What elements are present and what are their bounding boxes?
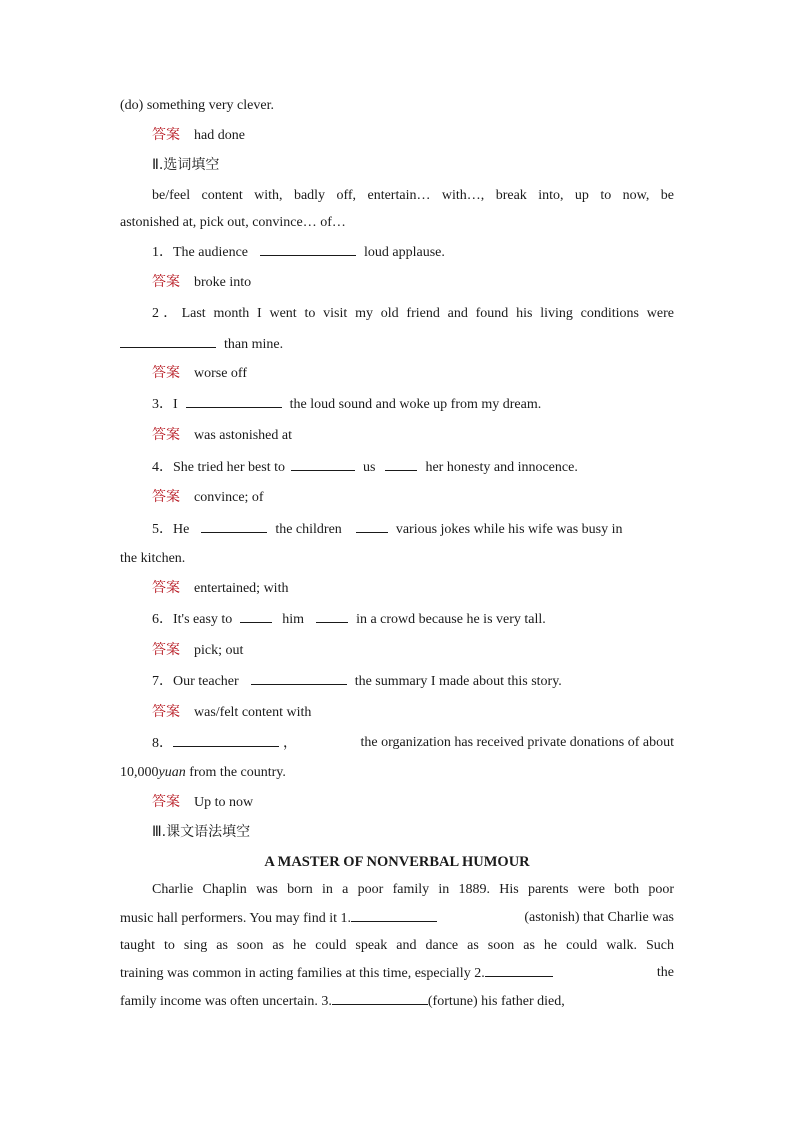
passage-line xyxy=(120,964,674,983)
answer-label: 答案 xyxy=(152,580,180,596)
question-5-cont: the kitchen. xyxy=(120,551,186,566)
answer-text: had done xyxy=(194,128,245,143)
answer-line xyxy=(152,703,311,722)
answer-line xyxy=(152,426,292,445)
question-7 xyxy=(152,672,562,691)
answer-label: 答案 xyxy=(152,794,180,810)
question-text: the summary I made about this story. xyxy=(354,674,562,689)
question-text: 8． xyxy=(152,736,173,751)
fill-blank xyxy=(251,672,347,685)
passage-text: (fortune) his father died, xyxy=(427,994,565,1009)
fill-blank xyxy=(385,458,417,471)
answer-line xyxy=(152,641,243,660)
answer-label: 答案 xyxy=(152,489,180,505)
answer-text: was/felt content with xyxy=(194,705,312,720)
question-text: than mine. xyxy=(224,337,284,352)
question-text: the organization has received private donations of about xyxy=(360,735,674,750)
question-4 xyxy=(152,458,578,477)
question-text: the loud sound and woke up from my dream. xyxy=(289,397,542,412)
answer-line xyxy=(152,793,253,812)
answer-label: 答案 xyxy=(152,127,180,143)
answer-line xyxy=(152,579,288,598)
question-8 xyxy=(152,734,674,753)
passage-line: taught to sing as soon as he could speak and dance as soon as he could walk. Such xyxy=(120,938,674,953)
passage-line: Charlie Chaplin was born in a poor family in 1889. His parents were both poor xyxy=(152,882,674,897)
answer-text: entertained; with xyxy=(194,581,289,596)
fill-blank xyxy=(291,458,355,471)
question-3 xyxy=(152,395,541,414)
passage-line xyxy=(120,909,674,928)
question-text: from the country. xyxy=(189,765,286,780)
fill-blank xyxy=(186,395,282,408)
passage-text: the xyxy=(656,965,674,980)
question-text: various jokes while his wife was busy in xyxy=(395,522,623,537)
fill-blank xyxy=(316,610,348,623)
question-text: us xyxy=(362,460,376,475)
answer-label: 答案 xyxy=(152,365,180,381)
fill-blank xyxy=(351,909,437,922)
answer-text: pick; out xyxy=(194,643,244,658)
question-text: in a crowd because he is very tall. xyxy=(356,612,546,627)
text-line: (do) something very clever. xyxy=(120,98,274,113)
number-text: 10,000 xyxy=(120,765,159,780)
question-text: 6．It's easy to xyxy=(152,612,233,627)
question-text: him xyxy=(282,612,305,627)
question-text: 7．Our teacher xyxy=(152,674,239,689)
question-text: ， xyxy=(283,736,297,751)
answer-text: Up to now xyxy=(194,795,254,810)
answer-label: 答案 xyxy=(152,274,180,290)
answer-line xyxy=(152,126,245,145)
answer-line xyxy=(152,364,247,383)
question-6 xyxy=(152,610,546,629)
fill-blank xyxy=(332,992,428,1005)
passage-text: music hall performers. You may find it 1. xyxy=(120,911,351,926)
fill-blank xyxy=(120,335,216,348)
question-text: the children xyxy=(275,522,342,537)
fill-blank xyxy=(485,964,553,977)
question-5 xyxy=(152,520,674,539)
fill-blank xyxy=(173,734,279,747)
passage-title: A MASTER OF NONVERBAL HUMOUR xyxy=(264,854,530,870)
answer-text: worse off xyxy=(194,366,248,381)
question-text: 5．He xyxy=(152,522,190,537)
question-text: 4．She tried her best to xyxy=(152,460,285,475)
fill-blank xyxy=(240,610,272,623)
section-heading: Ⅱ.选词填空 xyxy=(152,157,220,173)
question-2-cont xyxy=(120,335,283,354)
passage-line xyxy=(120,992,565,1011)
answer-text: broke into xyxy=(194,275,252,290)
passage-text: family income was often uncertain. 3. xyxy=(120,994,332,1009)
fill-blank xyxy=(356,520,388,533)
word-bank-line: astonished at, pick out, convince… of… xyxy=(120,215,346,230)
question-text: loud applause. xyxy=(364,245,445,260)
answer-label: 答案 xyxy=(152,704,180,720)
fill-blank xyxy=(260,243,356,256)
question-text: her honesty and innocence. xyxy=(425,460,578,475)
question-1 xyxy=(152,243,445,262)
passage-text: training was common in acting families at this time, especially 2. xyxy=(120,966,485,981)
question-8-cont xyxy=(120,764,286,782)
answer-line xyxy=(152,273,251,292)
answer-label: 答案 xyxy=(152,427,180,443)
answer-text: convince; of xyxy=(194,490,264,505)
answer-line xyxy=(152,488,264,507)
fill-blank xyxy=(201,520,267,533)
answer-text: was astonished at xyxy=(194,428,292,443)
answer-label: 答案 xyxy=(152,642,180,658)
question-2: 2．Last month I went to visit my old friend and found his living conditions were xyxy=(152,306,674,321)
word-bank-line: be/feel content with, badly off, entertain… with…, break into, up to now, be xyxy=(152,188,674,203)
question-text: 1．The audience xyxy=(152,245,249,260)
section-heading: Ⅲ.课文语法填空 xyxy=(152,824,251,840)
question-text: 3．I xyxy=(152,397,178,412)
currency-text: yuan xyxy=(158,765,186,780)
passage-text: (astonish) that Charlie was xyxy=(524,910,674,925)
